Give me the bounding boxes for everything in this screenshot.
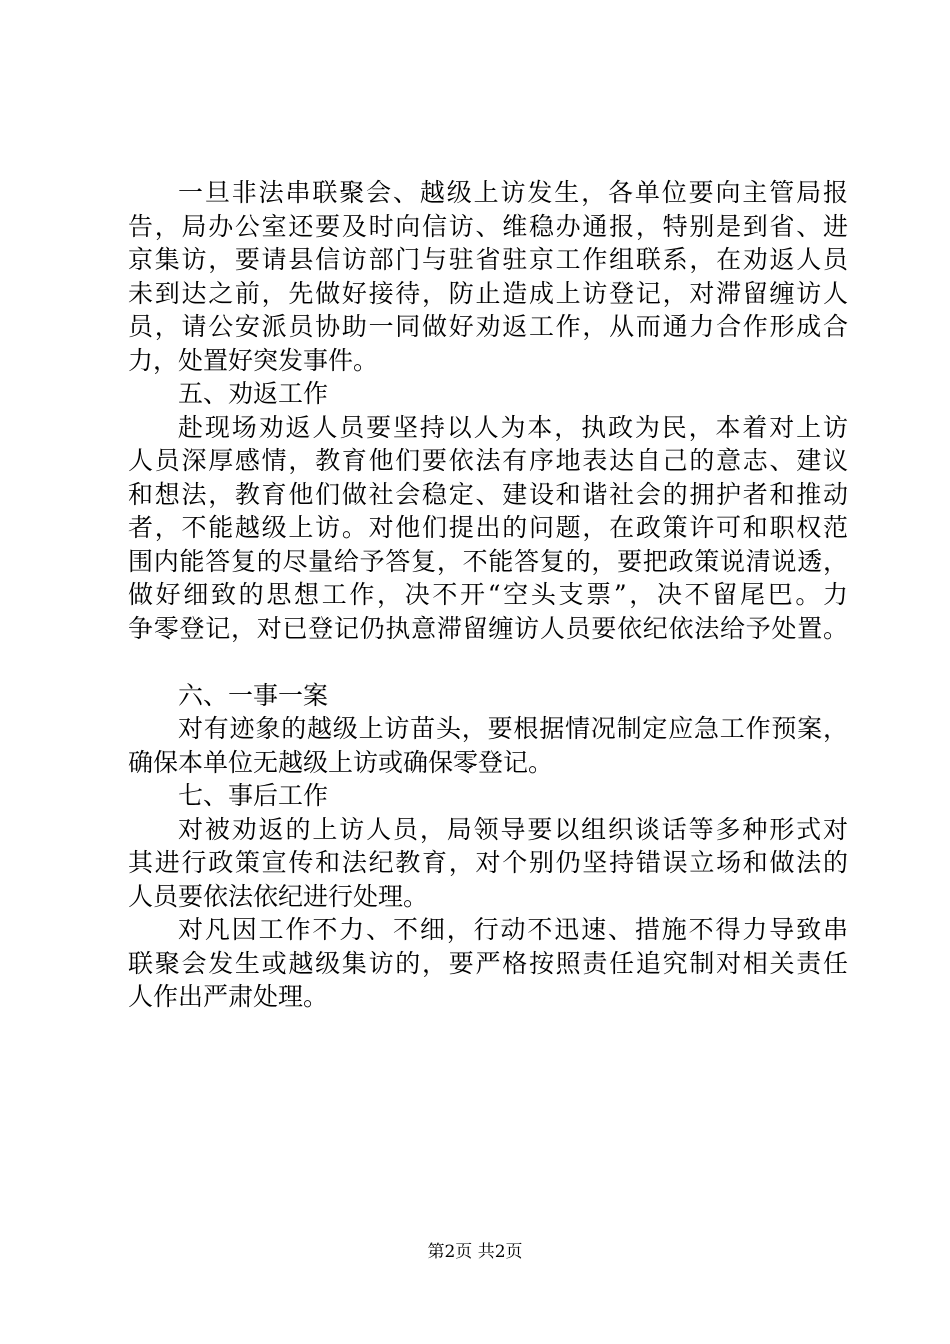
- document-body: [128, 176, 848, 1014]
- text-line: 未到达之前，先做好接待，防止造成上访登记，对滞留缠访人: [128, 278, 848, 308]
- text-line: 人员要依法依纪进行处理。: [128, 881, 429, 911]
- text-line: 员，请公安派员协助一同做好劝返工作，从而通力合作形成合: [128, 312, 848, 341]
- text-line: 告，局办公室还要及时向信访、维稳办通报，特别是到省、进: [128, 211, 848, 241]
- text-line: 联聚会发生或越级集访的，要严格按照责任追究制对相关责任: [128, 948, 848, 978]
- text-line: 赴现场劝返人员要坚持以人为本，执政为民，本着对上访: [178, 412, 848, 442]
- text-line: 六、一事一案: [178, 680, 329, 710]
- text-line: 七、事后工作: [178, 781, 329, 810]
- text-line: 对凡因工作不力、不细，行动不迅速、措施不得力导致串: [178, 915, 848, 944]
- text-line: 对被劝返的上访人员，局领导要以组织谈话等多种形式对: [178, 814, 848, 844]
- text-line: 人作出严肃处理。: [128, 982, 329, 1011]
- text-line: 对有迹象的越级上访苗头，要根据情况制定应急工作预案，: [178, 714, 848, 743]
- text-line: 确保本单位无越级上访或确保零登记。: [128, 747, 554, 777]
- paragraph-gap: [128, 645, 848, 679]
- text-line: 争零登记，对已登记仍执意滞留缠访人员要依纪依法给予处置。: [128, 613, 848, 643]
- text-line: 围内能答复的尽量给予答复，不能答复的，要把政策说清说透，: [128, 546, 848, 576]
- text-line: 做好细致的思想工作，决不开“空头支票”，决不留尾巴。力: [128, 580, 848, 609]
- text-line: 一旦非法串联聚会、越级上访发生，各单位要向主管局报: [178, 178, 848, 207]
- text-line: 其进行政策宣传和法纪教育，对个别仍坚持错误立场和做法的: [128, 848, 848, 877]
- page-footer: 第2页 共2页: [427, 1242, 523, 1262]
- text-line: 者，不能越级上访。对他们提出的问题，在政策许可和职权范: [128, 513, 848, 542]
- text-line: 京集访，要请县信访部门与驻省驻京工作组联系，在劝返人员: [128, 245, 848, 274]
- text-line: 人员深厚感情，教育他们要依法有序地表达自己的意志、建议: [128, 446, 848, 475]
- text-line: 力，处置好突发事件。: [128, 345, 379, 375]
- text-line: 五、劝返工作: [178, 379, 329, 408]
- text-line: 和想法，教育他们做社会稳定、建设和谐社会的拥护者和推动: [128, 479, 848, 509]
